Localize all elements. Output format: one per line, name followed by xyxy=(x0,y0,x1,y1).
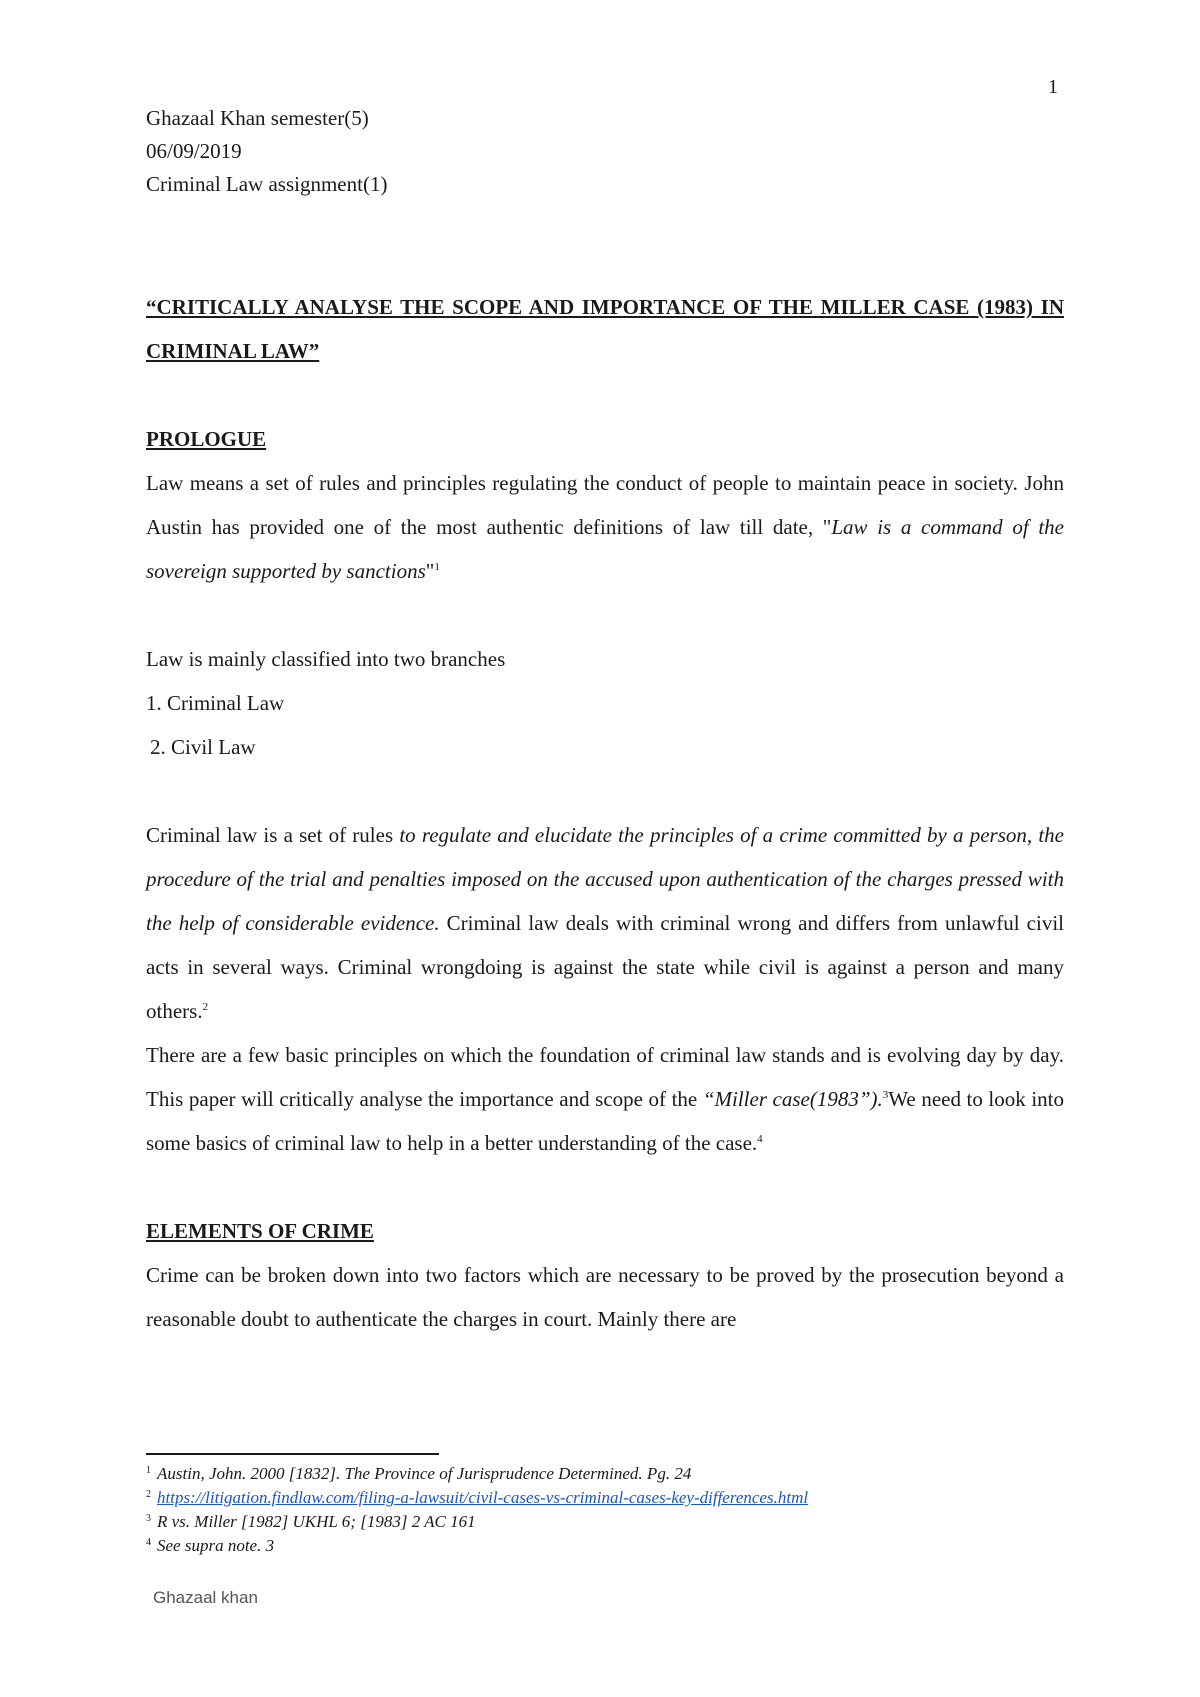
footnote-number: 2 xyxy=(146,1489,151,1500)
footnote-number: 4 xyxy=(146,1537,151,1548)
footnote-number: 1 xyxy=(146,1465,151,1476)
document-header xyxy=(146,102,387,201)
list-item-civil-law: 2. Civil Law xyxy=(150,735,256,759)
prologue-paragraph-3 xyxy=(146,1033,1064,1165)
prologue-paragraph-2 xyxy=(146,813,1064,1033)
document-body xyxy=(146,285,1064,1341)
miller-case-reference: “Miller case(1983”). xyxy=(702,1087,883,1111)
footnote-ref-3[interactable]: 3 xyxy=(882,1089,889,1101)
footnote-3 xyxy=(146,1510,1064,1534)
prologue-p2-rest: Criminal law deals with criminal wrong and differs from unlawful civil acts in several ways. Criminal wrongdoing is against the state while civil is against a person and many others. xyxy=(146,911,1064,1023)
page-footer: Ghazaal khan xyxy=(153,1588,258,1607)
footnote-number: 3 xyxy=(146,1513,151,1524)
prologue-p1-text: Law means a set of rules and principles regulating the conduct of people to maintain peace in society. John Austin has provided one of the most authentic definitions of law till date, " xyxy=(146,471,1064,539)
footnote-ref-4[interactable]: 4 xyxy=(757,1133,763,1145)
footnote-ref-2[interactable]: 2 xyxy=(202,1001,209,1013)
elements-paragraph-1: Crime can be broken down into two factors which are necessary to be proved by the prosecution beyond a reasonable doubt to authenticate the charges in court. Mainly there are xyxy=(146,1263,1064,1331)
document-title: “CRITICALLY ANALYSE THE SCOPE AND IMPORTANCE OF THE MILLER CASE (1983) IN CRIMINAL LAW” xyxy=(146,295,1064,363)
date-line: 06/09/2019 xyxy=(146,139,242,163)
footnote-2 xyxy=(146,1486,1064,1510)
prologue-paragraph-1 xyxy=(146,461,1064,593)
footnote-4 xyxy=(146,1534,1064,1558)
prologue-p3-rest: We need to look into some basics of criminal law to help in a better understanding of the case. xyxy=(146,1087,1064,1155)
author-line: Ghazaal Khan semester(5) xyxy=(146,106,369,130)
footnote-link[interactable]: https://litigation.findlaw.com/filing-a-lawsuit/civil-cases-vs-criminal-cases-key-differences.html xyxy=(157,1488,809,1507)
footnotes xyxy=(146,1462,1064,1558)
prologue-p2-italic: to regulate and elucidate the principles of a crime committed by a person, the procedure of the trial and penalties imposed on the accused upon authentication of the charges pressed with the help of considerable evidence. xyxy=(146,823,1064,935)
classification-intro: Law is mainly classified into two branches xyxy=(146,647,506,671)
prologue-p1-end: " xyxy=(425,559,435,583)
prologue-p2-start: Criminal law is a set of rules xyxy=(146,823,400,847)
elements-heading: ELEMENTS OF CRIME xyxy=(146,1219,374,1243)
prologue-heading: PROLOGUE xyxy=(146,427,267,451)
course-line: Criminal Law assignment(1) xyxy=(146,172,388,196)
footnote-ref-1[interactable]: 1 xyxy=(434,561,440,573)
footnote-text: Austin, John. 2000 [1832]. The Province of Jurisprudence Determined. Pg. 24 xyxy=(157,1464,692,1483)
prologue-p3-start: There are a few basic principles on which the foundation of criminal law stands and is evolving day by day. This paper will critically analyse the importance and scope of the xyxy=(146,1043,1064,1111)
page-number: 1 xyxy=(1048,76,1058,98)
footnote-text: R vs. Miller [1982] UKHL 6; [1983] 2 AC 161 xyxy=(157,1512,476,1531)
footnote-separator xyxy=(146,1453,439,1455)
list-item-criminal-law: 1. Criminal Law xyxy=(146,691,285,715)
footnote-1 xyxy=(146,1462,1064,1486)
austin-quote: Law is a command of the sovereign supported by sanctions xyxy=(146,515,1064,583)
footnote-text: See supra note. 3 xyxy=(157,1536,275,1555)
